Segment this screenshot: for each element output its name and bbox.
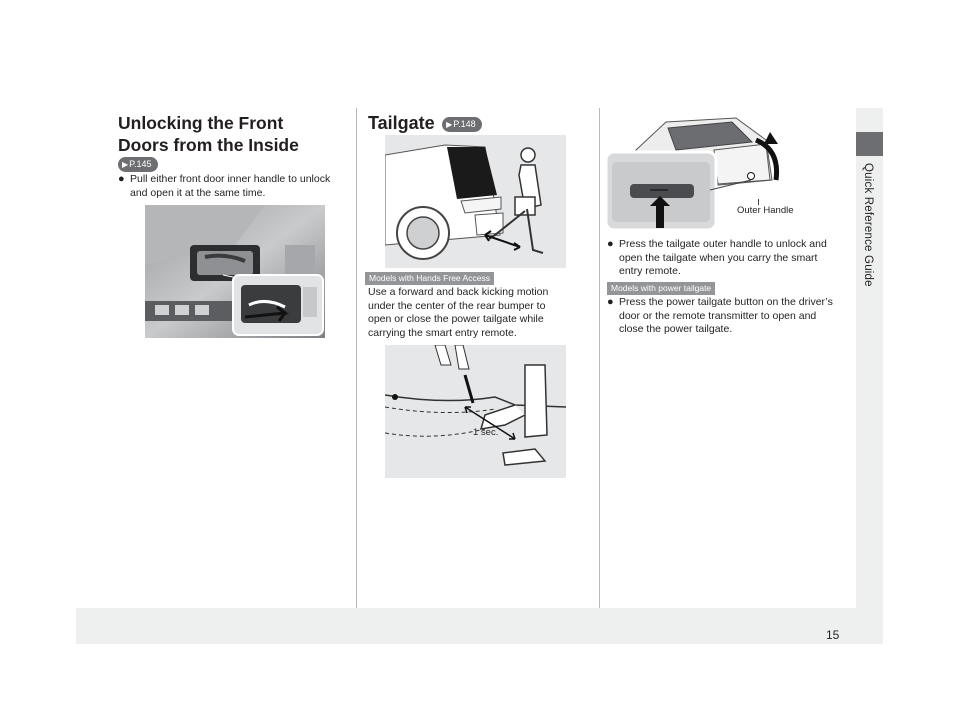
left-ref-link[interactable]: ▶P.145 bbox=[118, 156, 158, 174]
left-title-line1: Unlocking the Front bbox=[118, 113, 284, 133]
side-tab-text: Quick Reference Guide bbox=[862, 163, 874, 287]
middle-text: Use a forward and back kicking motion under the center of the rear bumper to open or close the power tailgate while carrying the smart entry remote. bbox=[368, 286, 549, 339]
right-bullet-1: ● Press the tailgate outer handle to unlock and open the tailgate when you carry the smart entry remote. bbox=[607, 238, 827, 277]
one-second-label: 1 sec. bbox=[473, 427, 499, 438]
middle-ref-link[interactable]: ▶P.148 bbox=[442, 117, 482, 132]
middle-title-row bbox=[368, 112, 482, 134]
kick-timing-illustration bbox=[385, 345, 566, 478]
hands-free-kick-illustration bbox=[385, 135, 566, 268]
column-divider-1 bbox=[356, 108, 357, 608]
door-handle-photo bbox=[145, 205, 325, 338]
bullet-icon: ● bbox=[118, 173, 125, 185]
bottom-band bbox=[76, 608, 883, 644]
left-title bbox=[118, 112, 348, 156]
bullet-icon: ● bbox=[607, 238, 614, 250]
ref-arrow-icon: ▶ bbox=[446, 120, 453, 130]
column-divider-2 bbox=[599, 108, 600, 608]
callout-leader-line bbox=[758, 199, 759, 205]
left-title-line2: Doors from the Inside bbox=[118, 135, 299, 155]
hands-free-access-tag: Models with Hands Free Access bbox=[365, 272, 494, 285]
right-bullet-2: ● Press the power tailgate button on the driver’s door or the remote transmitter to open and close the power tailgate. bbox=[607, 296, 833, 335]
left-bullet: ● Pull either front door inner handle to unlock and open it at the same time. bbox=[118, 173, 331, 199]
side-tab-marker bbox=[856, 132, 883, 156]
ref-arrow-icon: ▶ bbox=[122, 160, 129, 170]
outer-handle-label: Outer Handle bbox=[737, 205, 794, 216]
bullet-icon: ● bbox=[607, 296, 614, 308]
power-tailgate-tag: Models with power tailgate bbox=[607, 282, 715, 295]
tailgate-title: Tailgate bbox=[368, 113, 435, 133]
side-tab-label[interactable] bbox=[856, 163, 883, 333]
page-number: 15 bbox=[826, 628, 840, 642]
